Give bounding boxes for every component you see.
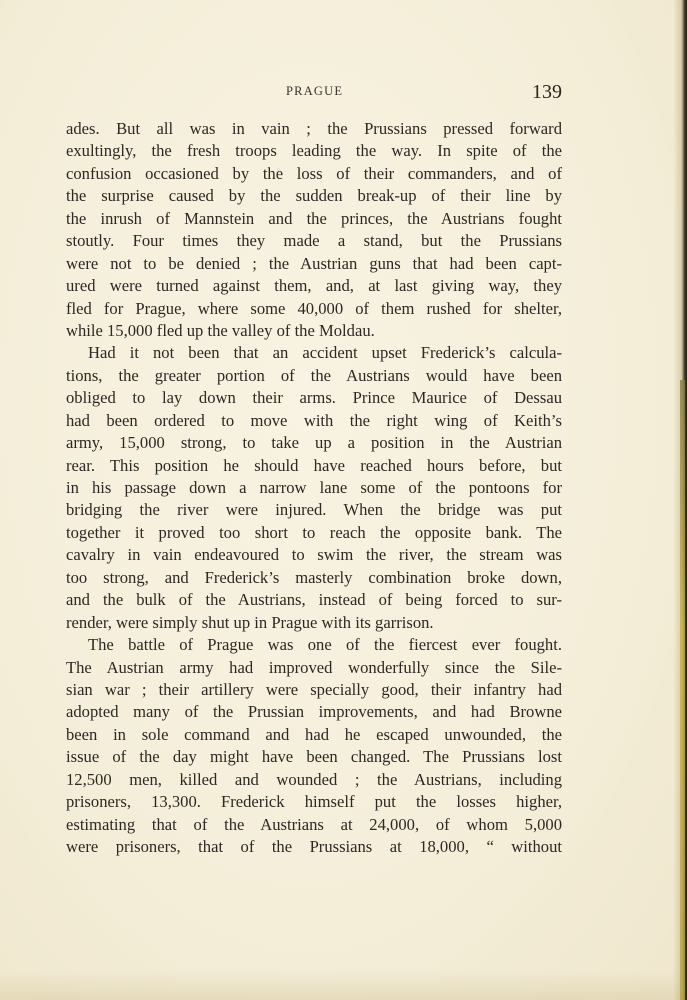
text-line: the inrush of Mannstein and the princes, the Austrians fought xyxy=(66,208,562,228)
page-number: 139 xyxy=(532,81,562,103)
text-line: obliged to lay down their arms. Prince Maurice of Dessau xyxy=(66,388,562,408)
text-line: issue of the day might have been changed. The Prussians lost xyxy=(66,747,562,767)
text-line: rear. This position he should have reached hours before, but xyxy=(66,455,562,475)
text-line: sian war ; their artillery were specially good, their infantry had xyxy=(66,679,562,699)
text-line: army, 15,000 strong, to take up a position in the Austrian xyxy=(66,433,562,453)
text-line: estimating that of the Austrians at 24,000, of whom 5,000 xyxy=(66,814,562,834)
text-line: been in sole command and had he escaped unwounded, the xyxy=(66,724,562,744)
text-line: The Austrian army had improved wonderfully since the Sile- xyxy=(66,657,562,677)
running-title: PRAGUE xyxy=(286,84,344,98)
text-line: were not to be denied ; the Austrian guns that had been capt- xyxy=(66,253,562,273)
text-line: while 15,000 fled up the valley of the Moldau. xyxy=(66,320,375,340)
body-text xyxy=(66,118,562,858)
text-line: ured were turned against them, and, at last giving way, they xyxy=(66,276,562,296)
page-bottom-shade xyxy=(0,970,687,1000)
text-line: stoutly. Four times they made a stand, but the Prussians xyxy=(66,231,562,251)
text-line: tions, the greater portion of the Austrians would have been xyxy=(66,365,562,385)
text-line: The battle of Prague was one of the fiercest ever fought. xyxy=(88,635,562,655)
text-line: Had it not been that an accident upset Frederick’s calcula- xyxy=(88,343,562,363)
text-line: too strong, and Frederick’s masterly combination broke down, xyxy=(66,567,562,587)
text-line: were prisoners, that of the Prussians at 18,000, “ without xyxy=(66,837,562,856)
text-line: had been ordered to move with the right wing of Keith’s xyxy=(66,410,562,430)
text-line: exultingly, the fresh troops leading the way. In spite of the xyxy=(66,141,562,161)
text-line: the surprise caused by the sudden break-up of their line by xyxy=(66,186,562,206)
running-head xyxy=(0,82,687,106)
text-line: 12,500 men, killed and wounded ; the Austrians, including xyxy=(66,769,562,789)
text-line: in his passage down a narrow lane some of the pontoons for xyxy=(66,478,562,497)
text-line: together it proved too short to reach the opposite bank. The xyxy=(66,522,562,542)
text-line: cavalry in vain endeavoured to swim the river, the stream was xyxy=(66,545,562,565)
text-line: render, were simply shut up in Prague with its garrison. xyxy=(66,612,434,632)
text-line: and the bulk of the Austrians, instead of being forced to sur- xyxy=(66,590,562,610)
text-line: adopted many of the Prussian improvements, and had Browne xyxy=(66,702,562,722)
binding-strip xyxy=(680,380,685,1000)
text-line: prisoners, 13,300. Frederick himself put the losses higher, xyxy=(66,792,562,812)
text-line: fled for Prague, where some 40,000 of them rushed for shelter, xyxy=(66,298,562,318)
text-line: confusion occasioned by the loss of their commanders, and of xyxy=(66,163,562,183)
text-line: bridging the river were injured. When the bridge was put xyxy=(66,500,562,520)
text-line: ades. But all was in vain ; the Prussians pressed forward xyxy=(66,119,562,138)
